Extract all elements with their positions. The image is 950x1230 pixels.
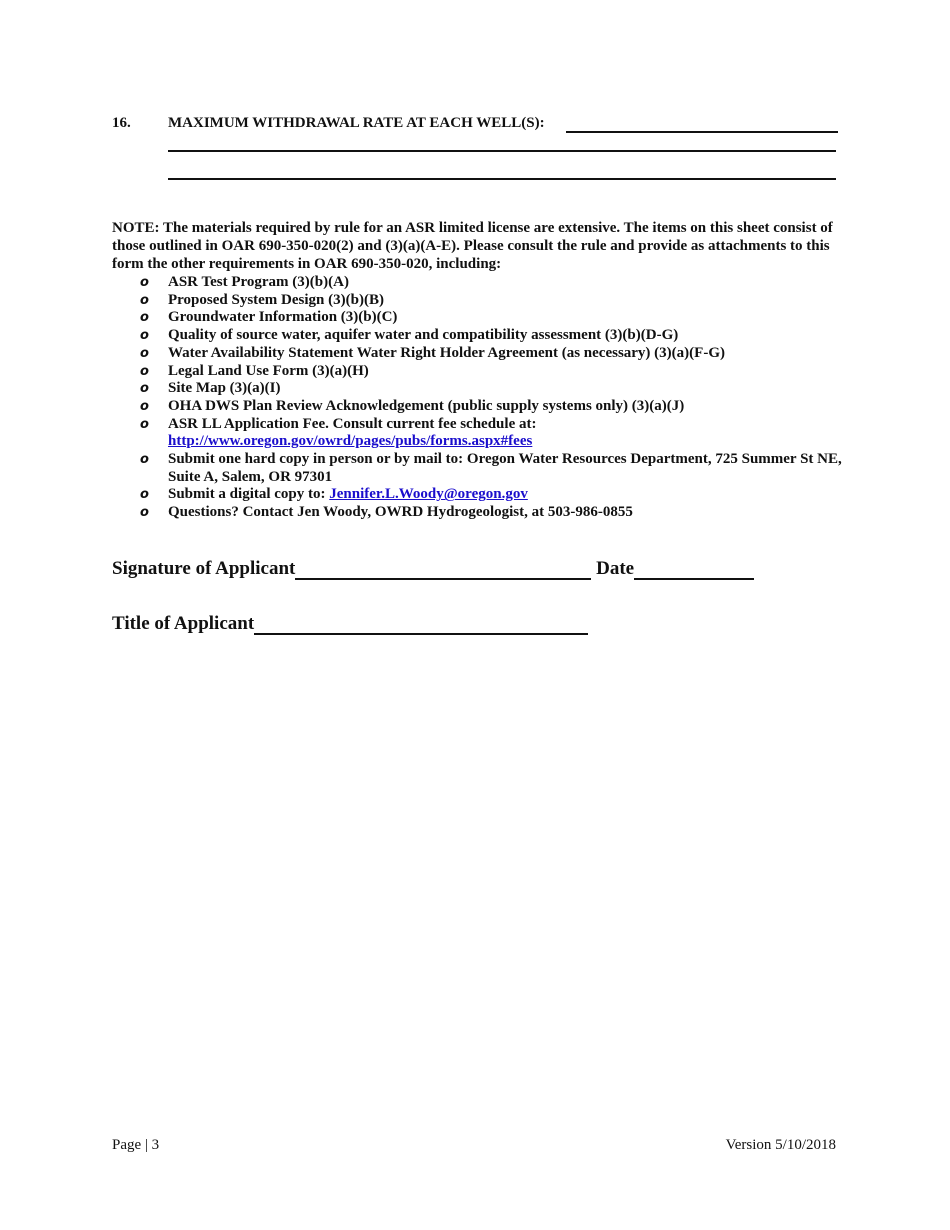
bullet-icon: o [140,452,149,468]
bullet-icon: o [140,505,149,521]
title-row [112,613,588,635]
section-label: MAXIMUM WITHDRAWAL RATE AT EACH WELL(S): [168,115,545,131]
bullet-icon: o [140,345,149,361]
version-label: Version 5/10/2018 [725,1137,836,1153]
fee-schedule-link[interactable]: http://www.oregon.gov/owrd/pages/pubs/forms.aspx#fees [168,433,533,450]
bullet-icon: o [140,292,149,308]
list-item: o OHA DWS Plan Review Acknowledgement (public supply systems only) (3)(a)(J) [140,397,685,414]
bullet-icon: o [140,363,149,379]
list-item: o Site Map (3)(a)(I) [140,380,281,397]
withdrawal-rate-field-line-1[interactable] [566,131,838,133]
bullet-icon: o [140,381,149,397]
bullet-icon: o [140,275,149,290]
list-item: o Water Availability Statement Water Right Holder Agreement (as necessary) (3)(a)(F-G) [140,344,725,361]
list-item: o Groundwater Information (3)(b)(C) [140,309,398,326]
bullet-icon: o [140,398,149,414]
requirements-list [112,274,852,522]
bullet-icon: o [140,310,149,326]
bullet-icon: o [140,328,149,344]
signature-label: Signature of Applicant [112,558,296,579]
list-item: o Proposed System Design (3)(b)(B) [140,291,384,308]
title-field[interactable] [254,615,588,635]
list-item: o ASR LL Application Fee. Consult current fee schedule at: http://www.oregon.gov/owrd/pages/pubs/forms.aspx#fees [140,415,537,450]
title-label: Title of Applicant [112,613,255,634]
signature-row [112,558,754,580]
bullet-icon: o [140,416,149,432]
bullet-icon: o [140,487,149,503]
list-item: o Quality of source water, aquifer water and compatibility assessment (3)(b)(D-G) [140,327,679,344]
email-link[interactable]: Jennifer.L.Woody@oregon.gov [329,486,528,503]
note-paragraph: NOTE: The materials required by rule for an ASR limited license are extensive. The items on this sheet consist of those outlined in OAR 690-350-020(2) and (3)(a)(A-E). Please consult the rule and provide as attachments to this form the other requirements in OAR 690-350-020, including: [112,220,833,272]
list-item: o Submit a digital copy to: Jennifer.L.Woody@oregon.gov [140,486,528,503]
list-item: o ASR Test Program (3)(b)(A) [140,274,349,290]
page-number: Page | 3 [112,1137,160,1153]
date-label: Date [596,558,635,579]
section-number: 16. [112,115,131,131]
list-item: o Legal Land Use Form (3)(a)(H) [140,362,369,379]
signature-field[interactable] [295,560,591,580]
list-item: o Questions? Contact Jen Woody, OWRD Hydrogeologist, at 503-986-0855 [140,504,633,521]
date-field[interactable] [634,560,754,580]
withdrawal-rate-field-line-2[interactable] [168,150,836,152]
list-item: o Submit one hard copy in person or by mail to: Oregon Water Resources Department, 725 Summer St NE, Suite A, Salem, OR 97301 [140,451,842,485]
withdrawal-rate-field-line-3[interactable] [168,178,836,180]
